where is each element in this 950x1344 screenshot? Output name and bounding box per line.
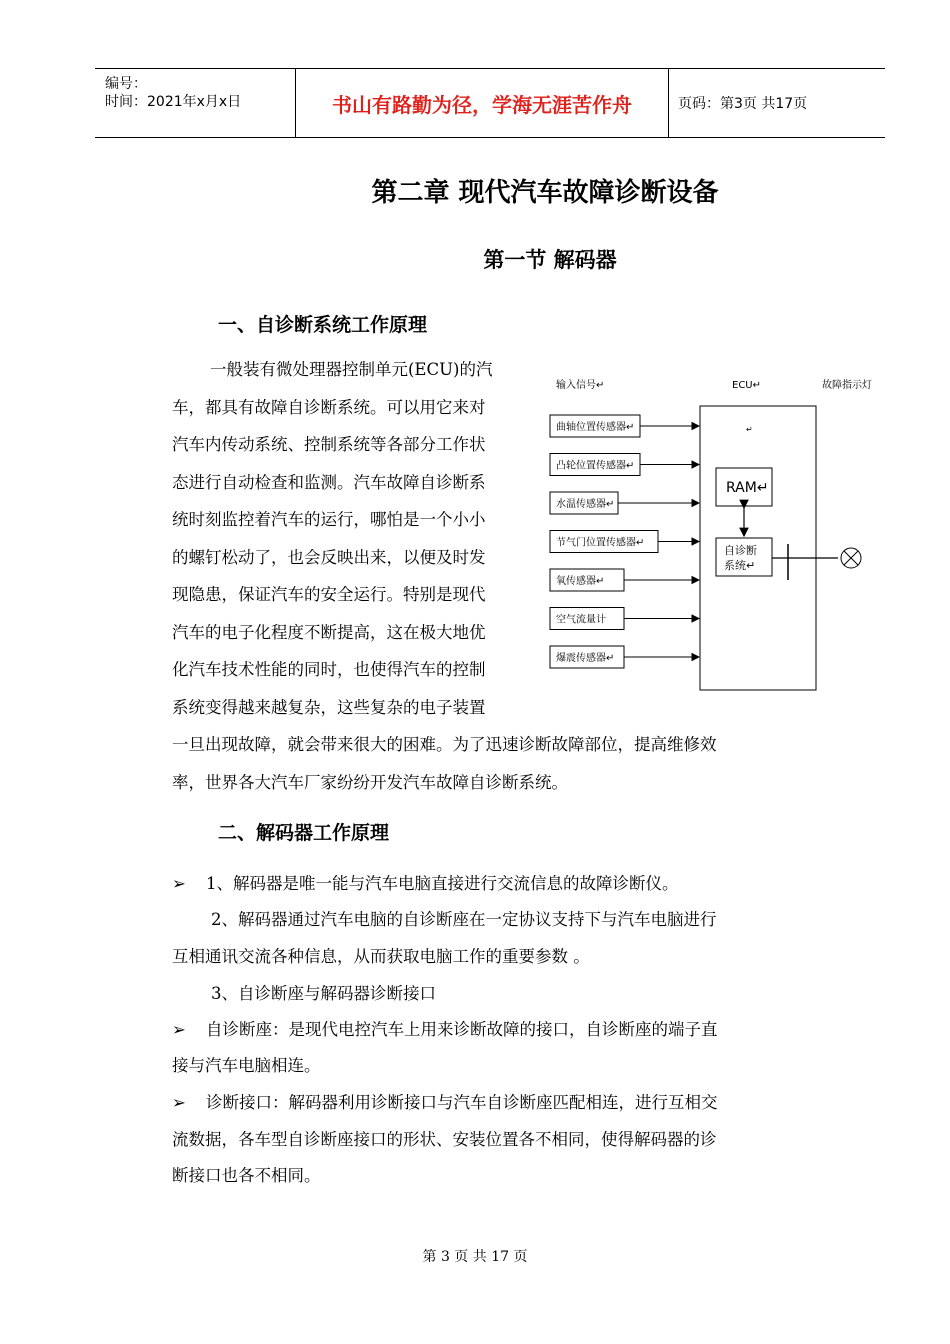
bullet-self-diag-seat xyxy=(172,1016,718,1040)
paragraph-line: 率，世界各大汽车厂家纷纷开发汽车故障自诊断系统。 xyxy=(172,772,568,792)
ecu-diagram-svg xyxy=(548,372,888,702)
bullet-text: 1、解码器是唯一能与汽车电脑直接进行交流信息的故障诊断仪。 xyxy=(206,874,679,893)
item2-line2: 互相通讯交流各种信息，从而获取电脑工作的重要参数 。 xyxy=(172,947,590,966)
paragraph-line: 态进行自动检查和监测。汽车故障自诊断系 xyxy=(172,472,486,492)
paragraph-line: 统时刻监控着汽车的运行，哪怕是一个小小 xyxy=(172,510,486,529)
item2-line1: 2、解码器通过汽车电脑的自诊断座在一定协议支持下与汽车电脑进行 xyxy=(211,910,717,929)
paragraph-line: 一旦出现故障，就会带来很大的困难。为了迅速诊断故障部位，提高维修效 xyxy=(172,735,717,754)
page-header xyxy=(95,68,885,138)
self-diag-label-2: 系统↵ xyxy=(724,559,756,572)
sensor-label: 空气流量计 xyxy=(556,614,606,626)
bullet-arrow-icon: ➢ xyxy=(172,1093,186,1112)
ram-label: RAM↵ xyxy=(726,480,769,496)
bullet-diag-interface xyxy=(172,1089,718,1113)
label-ecu: ECU↵ xyxy=(732,380,761,391)
doc-number-label: 编号： xyxy=(105,76,147,92)
sensor-list xyxy=(550,415,699,668)
sensor-label: 爆震传感器↵ xyxy=(556,653,615,664)
bullet-arrow-icon: ➢ xyxy=(172,874,186,893)
sensor-label: 凸轮位置传感器↵ xyxy=(556,460,635,472)
ecu-box xyxy=(700,406,816,690)
bullet-b-line2: 流数据，各车型自诊断座接口的形状、安装位置各不相同，使得解码器的诊 xyxy=(172,1130,717,1149)
section-title: 第一节 解码器 xyxy=(483,248,617,272)
paragraph-line: 汽车的电子化程度不断提高，这在极大地优 xyxy=(172,622,486,642)
paragraph-line: 系统变得越来越复杂，这些复杂的电子装置 xyxy=(172,697,486,717)
bullet-a-line2: 接与汽车电脑相连。 xyxy=(172,1056,321,1075)
ecu-diagram xyxy=(548,372,888,702)
bullet-b-line3: 断接口也各不相同。 xyxy=(172,1166,321,1185)
paragraph-line: 化汽车技术性能的同时，也使得汽车的控制 xyxy=(172,660,486,679)
item3-line: 3、自诊断座与解码器诊断接口 xyxy=(211,984,436,1003)
ecu-para-mark: ↵ xyxy=(746,425,753,434)
sensor-label: 节气门位置传感器↵ xyxy=(556,537,645,549)
header-meta-cell xyxy=(95,69,296,137)
paragraph-line: 现隐患，保证汽车的安全运行。特别是现代 xyxy=(172,585,486,604)
bullet-item-1 xyxy=(172,870,679,894)
paragraph-line: 车，都具有故障自诊断系统。可以用它来对 xyxy=(172,397,486,417)
header-page-label: 页码：第3页 共17页 xyxy=(678,96,808,112)
doc-time-label: 时间：2021年x月x日 xyxy=(105,94,242,110)
paragraph-line: 一般装有微处理器控制单元(ECU)的汽 xyxy=(210,360,493,379)
page-footer: 第 3 页 共 17 页 xyxy=(422,1249,528,1265)
bullet-arrow-icon: ➢ xyxy=(172,1020,186,1039)
paragraph-line: 的螺钉松动了，也会反映出来，以便及时发 xyxy=(172,547,486,567)
paragraph-line: 汽车内传动系统、控制系统等各部分工作状 xyxy=(172,435,486,454)
heading-decoder-principle: 二、解码器工作原理 xyxy=(218,822,390,844)
chapter-title: 第二章 现代汽车故障诊断设备 xyxy=(371,178,719,208)
sensor-label: 水温传感器↵ xyxy=(556,499,615,510)
bullet-text: 自诊断座：是现代电控汽车上用来诊断故障的接口，自诊断座的端子直 xyxy=(206,1020,718,1039)
label-fault-lamp: 故障指示灯 xyxy=(822,380,872,391)
header-motto: 书山有路勤为径，学海无涯苦作舟 xyxy=(296,69,669,137)
label-input-signal: 输入信号↵ xyxy=(556,380,605,391)
self-diag-label-1: 自诊断 xyxy=(724,544,757,557)
bullet-text: 诊断接口：解码器利用诊断接口与汽车自诊断座匹配相连，进行互相交 xyxy=(206,1093,718,1112)
sensor-label: 氧传感器↵ xyxy=(556,576,605,587)
sensor-label: 曲轴位置传感器↵ xyxy=(556,422,635,433)
heading-self-diagnosis: 一、自诊断系统工作原理 xyxy=(218,314,428,336)
